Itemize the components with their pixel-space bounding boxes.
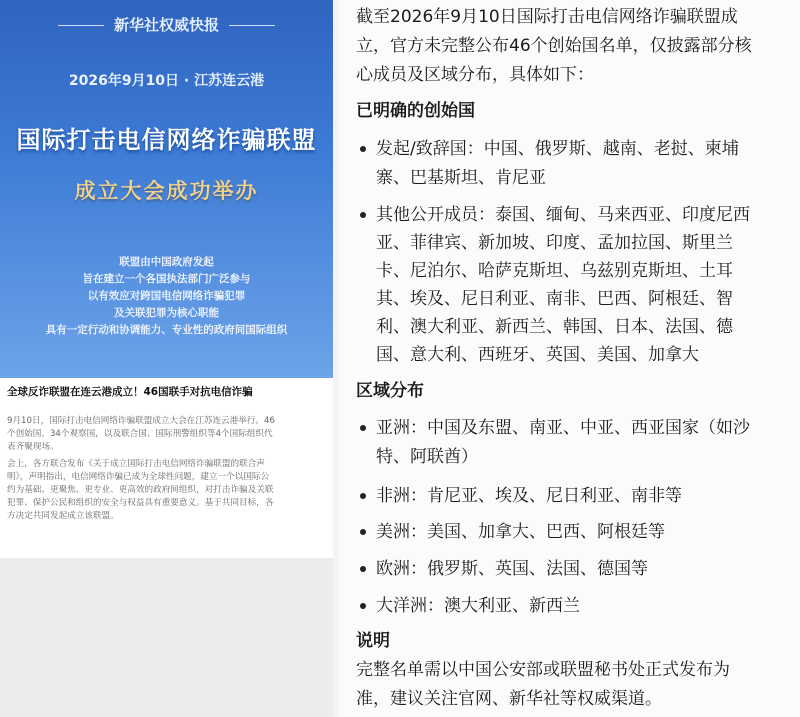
members-line: 其、埃及、尼日利亚、南非、巴西、阿根廷、智 (376, 289, 733, 309)
article-line: 会上，各方联合发布《关于成立国际打击电信网络诈骗联盟的联合声 (7, 459, 265, 469)
article-paragraph-2 (7, 458, 327, 523)
article-line: 表齐聚现场。 (7, 442, 59, 452)
members-line: 利、澳大利亚、新西兰、韩国、日本、法国、德 (376, 317, 733, 337)
bullet-icon (360, 493, 366, 499)
note-line: 完整名单需以中国公安部或联盟秘书处正式发布为 (356, 660, 730, 680)
intro-line: 心成员及区域分布，具体如下： (356, 65, 594, 85)
poster-body-line: 及关联犯罪为核心职能 (114, 307, 219, 319)
bullet-icon (360, 566, 366, 572)
poster-body-line: 旨在建立一个各国执法部门广泛参与 (82, 273, 251, 285)
region-oceania: 大洋洲：澳大利亚、新西兰 (376, 596, 580, 616)
region-africa: 非洲：肯尼亚、埃及、尼日利亚、南非等 (376, 486, 682, 506)
poster-date-place: 2026年9月10日 · 江苏连云港 (68, 73, 265, 89)
bullet-icon (360, 529, 366, 535)
article-line: 明》，声明指出，电信网络诈骗已成为全球性问题，建立一个以国际公 (7, 472, 270, 482)
article-title[interactable]: 全球反诈联盟在连云港成立！46国联手对抗电信诈骗 (7, 386, 253, 398)
article-line: 犯罪、保护公民和组织的安全与权益具有重要意义。基于共同目标，各 (7, 498, 274, 508)
region-europe: 欧洲：俄罗斯、英国、法国、德国等 (376, 559, 648, 579)
news-article (0, 378, 333, 558)
poster-subheadline: 成立大会成功举办 (74, 179, 259, 203)
region-americas: 美洲：美国、加拿大、巴西、阿根廷等 (376, 522, 665, 542)
poster-body (0, 254, 333, 339)
poster-agency-title: 新华社权威快报 (113, 16, 219, 34)
poster-body-line: 联盟由中国政府发起 (119, 256, 214, 268)
news-panel (0, 0, 333, 717)
intro-line: 截至2026年9月10日国际打击电信网络诈骗联盟成 (356, 7, 738, 27)
poster-headline: 国际打击电信网络诈骗联盟 (16, 126, 317, 154)
initiators-line: 寨、巴基斯坦、肯尼亚 (376, 168, 546, 188)
intro-line: 立，官方未完整公布46个创始国名单，仅披露部分核 (356, 36, 752, 56)
article-line: 约为基础、更聚焦、更专业、更高效的政府间组织，对打击诈骗及关联 (7, 485, 274, 495)
members-line: 卡、尼泊尔、哈萨克斯坦、乌兹别克斯坦、土耳 (376, 261, 733, 281)
bullet-icon (360, 146, 366, 152)
region-heading: 区域分布 (356, 381, 424, 401)
initiators-line: 发起/致辞国：中国、俄罗斯、越南、老挝、柬埔 (376, 139, 739, 159)
article-paragraph-1 (7, 415, 327, 454)
news-poster-image (0, 0, 333, 378)
members-line: 其他公开成员：泰国、缅甸、马来西亚、印度尼西 (376, 205, 750, 225)
region-asia-line: 特、阿联酋） (376, 447, 478, 467)
answer-panel (339, 0, 800, 717)
article-line: 个创始国、34个观察国，以及联合国、国际刑警组织等4个国际组织代 (7, 429, 273, 439)
note-line: 准，建议关注官网、新华社等权威渠道。 (356, 689, 662, 709)
members-line: 国、意大利、西班牙、英国、美国、加拿大 (376, 345, 699, 365)
members-line: 亚、菲律宾、新加坡、印度、孟加拉国、斯里兰 (376, 233, 733, 253)
note-heading: 说明 (356, 631, 390, 651)
region-asia-line: 亚洲：中国及东盟、南亚、中亚、西亚国家（如沙 (376, 418, 750, 438)
poster-body-line: 以有效应对跨国电信网络诈骗犯罪 (87, 290, 246, 302)
bullet-icon (360, 212, 366, 218)
bullet-icon (360, 425, 366, 431)
bullet-icon (360, 603, 366, 609)
article-line: 9月10日，国际打击电信网络诈骗联盟成立大会在江苏连云港举行。46 (7, 416, 275, 426)
poster-body-line: 具有一定行动和协调能力、专业性的政府间国际组织 (45, 324, 288, 336)
founding-heading: 已明确的创始国 (356, 101, 475, 121)
article-line: 方决定共同发起成立该联盟。 (7, 511, 119, 521)
